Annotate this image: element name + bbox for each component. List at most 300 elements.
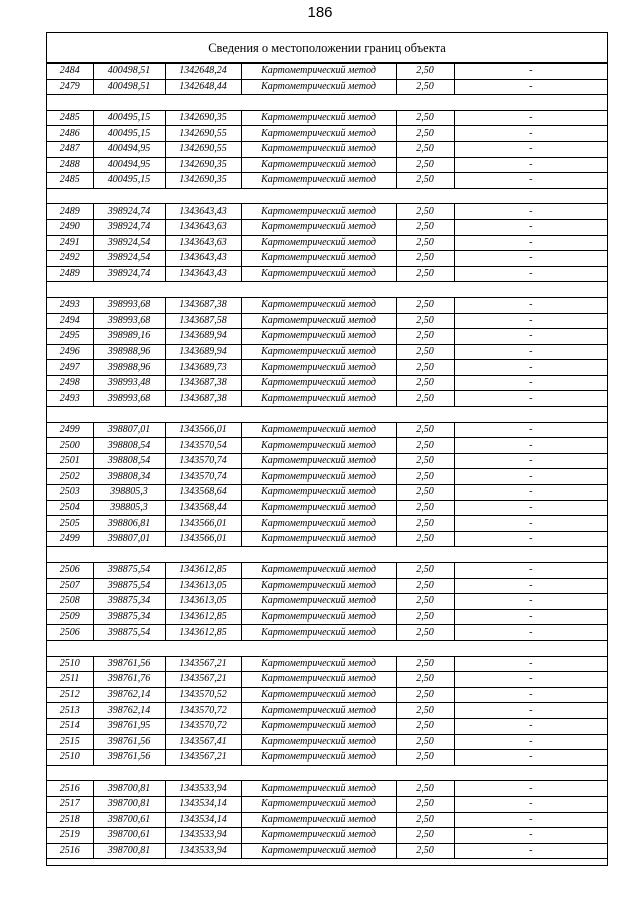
method-cell: Картометрический метод <box>241 219 396 235</box>
x-coordinate-cell: 398993,48 <box>93 375 165 391</box>
accuracy-cell: 2,50 <box>396 781 454 797</box>
description-cell: - <box>454 703 607 719</box>
table-row <box>47 313 607 329</box>
description-cell: - <box>454 500 607 516</box>
method-cell: Картометрический метод <box>241 344 396 360</box>
y-coordinate-cell: 1342690,35 <box>165 173 241 189</box>
table-row <box>47 141 607 157</box>
point-number-cell: 2485 <box>47 110 93 126</box>
x-coordinate-cell: 400494,95 <box>93 157 165 173</box>
y-coordinate-cell: 1343533,94 <box>165 781 241 797</box>
table-row <box>47 173 607 189</box>
point-number-cell: 2519 <box>47 828 93 844</box>
point-number-cell: 2506 <box>47 563 93 579</box>
table-row <box>47 344 607 360</box>
accuracy-cell: 2,50 <box>396 453 454 469</box>
method-cell: Картометрический метод <box>241 796 396 812</box>
table-row <box>47 360 607 376</box>
point-number-cell: 2518 <box>47 812 93 828</box>
y-coordinate-cell: 1343534,14 <box>165 812 241 828</box>
description-cell: - <box>454 344 607 360</box>
x-coordinate-cell: 398924,74 <box>93 266 165 282</box>
y-coordinate-cell: 1343689,73 <box>165 360 241 376</box>
method-cell: Картометрический метод <box>241 313 396 329</box>
accuracy-cell: 2,50 <box>396 485 454 501</box>
point-number-cell: 2505 <box>47 516 93 532</box>
point-number-cell: 2493 <box>47 391 93 407</box>
point-number-cell: 2508 <box>47 594 93 610</box>
y-coordinate-cell: 1343534,14 <box>165 796 241 812</box>
y-coordinate-cell: 1343567,21 <box>165 750 241 766</box>
table-row <box>47 594 607 610</box>
method-cell: Картометрический метод <box>241 718 396 734</box>
description-cell: - <box>454 734 607 750</box>
y-coordinate-cell: 1343612,85 <box>165 609 241 625</box>
table-row <box>47 485 607 501</box>
y-coordinate-cell: 1343567,21 <box>165 672 241 688</box>
accuracy-cell: 2,50 <box>396 625 454 641</box>
accuracy-cell: 2,50 <box>396 157 454 173</box>
method-cell: Картометрический метод <box>241 843 396 859</box>
method-cell: Картометрический метод <box>241 297 396 313</box>
accuracy-cell: 2,50 <box>396 344 454 360</box>
description-cell: - <box>454 469 607 485</box>
description-cell: - <box>454 157 607 173</box>
table-row <box>47 219 607 235</box>
description-cell: - <box>454 141 607 157</box>
method-cell: Картометрический метод <box>241 453 396 469</box>
x-coordinate-cell: 398924,74 <box>93 204 165 220</box>
x-coordinate-cell: 398761,56 <box>93 750 165 766</box>
separator-cell <box>47 282 607 298</box>
table-row <box>47 500 607 516</box>
method-cell: Картометрический метод <box>241 375 396 391</box>
description-cell: - <box>454 235 607 251</box>
description-cell: - <box>454 453 607 469</box>
accuracy-cell: 2,50 <box>396 438 454 454</box>
accuracy-cell: 2,50 <box>396 266 454 282</box>
method-cell: Картометрический метод <box>241 485 396 501</box>
point-number-cell: 2497 <box>47 360 93 376</box>
description-cell: - <box>454 126 607 142</box>
point-number-cell: 2493 <box>47 297 93 313</box>
method-cell: Картометрический метод <box>241 157 396 173</box>
description-cell: - <box>454 609 607 625</box>
accuracy-cell: 2,50 <box>396 235 454 251</box>
method-cell: Картометрический метод <box>241 173 396 189</box>
x-coordinate-cell: 398700,81 <box>93 843 165 859</box>
description-cell: - <box>454 375 607 391</box>
x-coordinate-cell: 398808,54 <box>93 453 165 469</box>
y-coordinate-cell: 1343567,21 <box>165 656 241 672</box>
x-coordinate-cell: 400498,51 <box>93 64 165 80</box>
table-row <box>47 703 607 719</box>
point-number-cell: 2499 <box>47 531 93 547</box>
description-cell: - <box>454 79 607 95</box>
point-number-cell: 2494 <box>47 313 93 329</box>
y-coordinate-cell: 1343570,52 <box>165 687 241 703</box>
accuracy-cell: 2,50 <box>396 360 454 376</box>
method-cell: Картометрический метод <box>241 79 396 95</box>
x-coordinate-cell: 398875,54 <box>93 563 165 579</box>
group-separator <box>47 282 607 298</box>
point-number-cell: 2484 <box>47 64 93 80</box>
point-number-cell: 2516 <box>47 781 93 797</box>
point-number-cell: 2503 <box>47 485 93 501</box>
description-cell: - <box>454 219 607 235</box>
accuracy-cell: 2,50 <box>396 173 454 189</box>
accuracy-cell: 2,50 <box>396 734 454 750</box>
description-cell: - <box>454 828 607 844</box>
accuracy-cell: 2,50 <box>396 703 454 719</box>
method-cell: Картометрический метод <box>241 438 396 454</box>
table-row <box>47 453 607 469</box>
group-separator <box>47 640 607 656</box>
accuracy-cell: 2,50 <box>396 687 454 703</box>
y-coordinate-cell: 1343533,94 <box>165 843 241 859</box>
accuracy-cell: 2,50 <box>396 64 454 80</box>
table-row <box>47 329 607 345</box>
accuracy-cell: 2,50 <box>396 516 454 532</box>
table-row <box>47 750 607 766</box>
table-row <box>47 79 607 95</box>
group-separator <box>47 95 607 111</box>
accuracy-cell: 2,50 <box>396 656 454 672</box>
y-coordinate-cell: 1343687,38 <box>165 391 241 407</box>
method-cell: Картометрический метод <box>241 672 396 688</box>
y-coordinate-cell: 1343566,01 <box>165 531 241 547</box>
y-coordinate-cell: 1343570,74 <box>165 453 241 469</box>
y-coordinate-cell: 1343568,64 <box>165 485 241 501</box>
accuracy-cell: 2,50 <box>396 563 454 579</box>
x-coordinate-cell: 398762,14 <box>93 703 165 719</box>
y-coordinate-cell: 1343612,85 <box>165 563 241 579</box>
table-row <box>47 235 607 251</box>
boundary-table-frame <box>46 32 608 866</box>
x-coordinate-cell: 398700,61 <box>93 812 165 828</box>
description-cell: - <box>454 110 607 126</box>
point-number-cell: 2510 <box>47 750 93 766</box>
description-cell: - <box>454 531 607 547</box>
accuracy-cell: 2,50 <box>396 251 454 267</box>
accuracy-cell: 2,50 <box>396 672 454 688</box>
group-separator <box>47 407 607 423</box>
description-cell: - <box>454 313 607 329</box>
table-row <box>47 375 607 391</box>
y-coordinate-cell: 1343643,63 <box>165 219 241 235</box>
table-row <box>47 516 607 532</box>
y-coordinate-cell: 1343567,41 <box>165 734 241 750</box>
y-coordinate-cell: 1342648,24 <box>165 64 241 80</box>
point-number-cell: 2506 <box>47 625 93 641</box>
x-coordinate-cell: 400495,15 <box>93 173 165 189</box>
accuracy-cell: 2,50 <box>396 531 454 547</box>
x-coordinate-cell: 398993,68 <box>93 391 165 407</box>
table-row <box>47 266 607 282</box>
description-cell: - <box>454 625 607 641</box>
description-cell: - <box>454 718 607 734</box>
point-number-cell: 2486 <box>47 126 93 142</box>
description-cell: - <box>454 672 607 688</box>
point-number-cell: 2487 <box>47 141 93 157</box>
description-cell: - <box>454 563 607 579</box>
point-number-cell: 2501 <box>47 453 93 469</box>
y-coordinate-cell: 1343687,38 <box>165 375 241 391</box>
x-coordinate-cell: 398875,34 <box>93 609 165 625</box>
x-coordinate-cell: 398805,3 <box>93 485 165 501</box>
point-number-cell: 2488 <box>47 157 93 173</box>
accuracy-cell: 2,50 <box>396 126 454 142</box>
description-cell: - <box>454 781 607 797</box>
method-cell: Картометрический метод <box>241 781 396 797</box>
group-separator <box>47 765 607 781</box>
x-coordinate-cell: 400495,15 <box>93 126 165 142</box>
y-coordinate-cell: 1343570,72 <box>165 718 241 734</box>
point-number-cell: 2491 <box>47 235 93 251</box>
table-row <box>47 531 607 547</box>
point-number-cell: 2517 <box>47 796 93 812</box>
accuracy-cell: 2,50 <box>396 500 454 516</box>
point-number-cell: 2489 <box>47 204 93 220</box>
x-coordinate-cell: 398761,56 <box>93 734 165 750</box>
x-coordinate-cell: 398700,61 <box>93 828 165 844</box>
accuracy-cell: 2,50 <box>396 718 454 734</box>
y-coordinate-cell: 1343689,94 <box>165 344 241 360</box>
x-coordinate-cell: 398700,81 <box>93 796 165 812</box>
x-coordinate-cell: 398993,68 <box>93 297 165 313</box>
point-number-cell: 2513 <box>47 703 93 719</box>
separator-cell <box>47 765 607 781</box>
accuracy-cell: 2,50 <box>396 329 454 345</box>
point-number-cell: 2479 <box>47 79 93 95</box>
description-cell: - <box>454 656 607 672</box>
method-cell: Картометрический метод <box>241 734 396 750</box>
y-coordinate-cell: 1343568,44 <box>165 500 241 516</box>
x-coordinate-cell: 398993,68 <box>93 313 165 329</box>
method-cell: Картометрический метод <box>241 500 396 516</box>
accuracy-cell: 2,50 <box>396 391 454 407</box>
point-number-cell: 2509 <box>47 609 93 625</box>
table-row <box>47 563 607 579</box>
y-coordinate-cell: 1343570,72 <box>165 703 241 719</box>
method-cell: Картометрический метод <box>241 422 396 438</box>
table-row <box>47 687 607 703</box>
x-coordinate-cell: 398761,95 <box>93 718 165 734</box>
point-number-cell: 2516 <box>47 843 93 859</box>
point-number-cell: 2514 <box>47 718 93 734</box>
description-cell: - <box>454 796 607 812</box>
description-cell: - <box>454 64 607 80</box>
method-cell: Картометрический метод <box>241 703 396 719</box>
accuracy-cell: 2,50 <box>396 578 454 594</box>
point-number-cell: 2492 <box>47 251 93 267</box>
method-cell: Картометрический метод <box>241 360 396 376</box>
method-cell: Картометрический метод <box>241 563 396 579</box>
table-row <box>47 812 607 828</box>
method-cell: Картометрический метод <box>241 750 396 766</box>
x-coordinate-cell: 398700,81 <box>93 781 165 797</box>
y-coordinate-cell: 1343566,01 <box>165 422 241 438</box>
accuracy-cell: 2,50 <box>396 204 454 220</box>
table-row <box>47 718 607 734</box>
accuracy-cell: 2,50 <box>396 594 454 610</box>
x-coordinate-cell: 398806,81 <box>93 516 165 532</box>
table-row <box>47 656 607 672</box>
point-number-cell: 2496 <box>47 344 93 360</box>
x-coordinate-cell: 398807,01 <box>93 531 165 547</box>
table-row <box>47 422 607 438</box>
method-cell: Картометрический метод <box>241 266 396 282</box>
accuracy-cell: 2,50 <box>396 843 454 859</box>
method-cell: Картометрический метод <box>241 812 396 828</box>
description-cell: - <box>454 266 607 282</box>
point-number-cell: 2510 <box>47 656 93 672</box>
method-cell: Картометрический метод <box>241 126 396 142</box>
method-cell: Картометрический метод <box>241 625 396 641</box>
description-cell: - <box>454 812 607 828</box>
group-separator <box>47 188 607 204</box>
y-coordinate-cell: 1343613,05 <box>165 578 241 594</box>
table-row <box>47 438 607 454</box>
y-coordinate-cell: 1343643,43 <box>165 251 241 267</box>
x-coordinate-cell: 398875,54 <box>93 578 165 594</box>
description-cell: - <box>454 422 607 438</box>
method-cell: Картометрический метод <box>241 251 396 267</box>
accuracy-cell: 2,50 <box>396 79 454 95</box>
method-cell: Картометрический метод <box>241 656 396 672</box>
table-row <box>47 734 607 750</box>
y-coordinate-cell: 1343533,94 <box>165 828 241 844</box>
x-coordinate-cell: 398807,01 <box>93 422 165 438</box>
description-cell: - <box>454 204 607 220</box>
accuracy-cell: 2,50 <box>396 141 454 157</box>
y-coordinate-cell: 1343566,01 <box>165 516 241 532</box>
table-row <box>47 110 607 126</box>
description-cell: - <box>454 329 607 345</box>
point-number-cell: 2504 <box>47 500 93 516</box>
separator-cell <box>47 95 607 111</box>
description-cell: - <box>454 843 607 859</box>
y-coordinate-cell: 1343643,63 <box>165 235 241 251</box>
x-coordinate-cell: 398761,76 <box>93 672 165 688</box>
description-cell: - <box>454 750 607 766</box>
table-row <box>47 157 607 173</box>
y-coordinate-cell: 1342648,44 <box>165 79 241 95</box>
y-coordinate-cell: 1342690,55 <box>165 141 241 157</box>
method-cell: Картометрический метод <box>241 204 396 220</box>
accuracy-cell: 2,50 <box>396 812 454 828</box>
accuracy-cell: 2,50 <box>396 297 454 313</box>
x-coordinate-cell: 400495,15 <box>93 110 165 126</box>
description-cell: - <box>454 578 607 594</box>
table-row <box>47 843 607 859</box>
table-row <box>47 781 607 797</box>
description-cell: - <box>454 297 607 313</box>
x-coordinate-cell: 400494,95 <box>93 141 165 157</box>
x-coordinate-cell: 398808,54 <box>93 438 165 454</box>
y-coordinate-cell: 1343612,85 <box>165 625 241 641</box>
method-cell: Картометрический метод <box>241 64 396 80</box>
separator-cell <box>47 188 607 204</box>
y-coordinate-cell: 1342690,35 <box>165 110 241 126</box>
page-number: 186 <box>307 4 333 21</box>
x-coordinate-cell: 398875,54 <box>93 625 165 641</box>
method-cell: Картометрический метод <box>241 235 396 251</box>
method-cell: Картометрический метод <box>241 594 396 610</box>
method-cell: Картометрический метод <box>241 516 396 532</box>
point-number-cell: 2502 <box>47 469 93 485</box>
point-number-cell: 2489 <box>47 266 93 282</box>
table-row <box>47 469 607 485</box>
y-coordinate-cell: 1343613,05 <box>165 594 241 610</box>
x-coordinate-cell: 398808,34 <box>93 469 165 485</box>
y-coordinate-cell: 1343643,43 <box>165 266 241 282</box>
point-number-cell: 2485 <box>47 173 93 189</box>
table-row <box>47 204 607 220</box>
accuracy-cell: 2,50 <box>396 796 454 812</box>
y-coordinate-cell: 1343643,43 <box>165 204 241 220</box>
description-cell: - <box>454 438 607 454</box>
method-cell: Картометрический метод <box>241 469 396 485</box>
accuracy-cell: 2,50 <box>396 110 454 126</box>
table-row <box>47 297 607 313</box>
accuracy-cell: 2,50 <box>396 219 454 235</box>
x-coordinate-cell: 398924,54 <box>93 251 165 267</box>
description-cell: - <box>454 173 607 189</box>
point-number-cell: 2500 <box>47 438 93 454</box>
method-cell: Картометрический метод <box>241 578 396 594</box>
table-row <box>47 64 607 80</box>
description-cell: - <box>454 594 607 610</box>
table-row <box>47 126 607 142</box>
method-cell: Картометрический метод <box>241 687 396 703</box>
separator-cell <box>47 640 607 656</box>
point-number-cell: 2495 <box>47 329 93 345</box>
table-title: Сведения о местоположении границ объекта <box>47 33 607 63</box>
accuracy-cell: 2,50 <box>396 750 454 766</box>
method-cell: Картометрический метод <box>241 531 396 547</box>
x-coordinate-cell: 398924,74 <box>93 219 165 235</box>
y-coordinate-cell: 1343687,58 <box>165 313 241 329</box>
accuracy-cell: 2,50 <box>396 422 454 438</box>
table-row <box>47 251 607 267</box>
method-cell: Картометрический метод <box>241 110 396 126</box>
accuracy-cell: 2,50 <box>396 375 454 391</box>
point-number-cell: 2490 <box>47 219 93 235</box>
description-cell: - <box>454 391 607 407</box>
boundary-table <box>47 63 607 859</box>
description-cell: - <box>454 516 607 532</box>
x-coordinate-cell: 398989,16 <box>93 329 165 345</box>
x-coordinate-cell: 398924,54 <box>93 235 165 251</box>
y-coordinate-cell: 1343570,54 <box>165 438 241 454</box>
accuracy-cell: 2,50 <box>396 469 454 485</box>
x-coordinate-cell: 398875,34 <box>93 594 165 610</box>
y-coordinate-cell: 1342690,55 <box>165 126 241 142</box>
method-cell: Картометрический метод <box>241 828 396 844</box>
accuracy-cell: 2,50 <box>396 828 454 844</box>
y-coordinate-cell: 1343689,94 <box>165 329 241 345</box>
x-coordinate-cell: 398988,96 <box>93 360 165 376</box>
description-cell: - <box>454 360 607 376</box>
point-number-cell: 2499 <box>47 422 93 438</box>
accuracy-cell: 2,50 <box>396 609 454 625</box>
accuracy-cell: 2,50 <box>396 313 454 329</box>
point-number-cell: 2511 <box>47 672 93 688</box>
x-coordinate-cell: 398988,96 <box>93 344 165 360</box>
point-number-cell: 2515 <box>47 734 93 750</box>
x-coordinate-cell: 398805,3 <box>93 500 165 516</box>
